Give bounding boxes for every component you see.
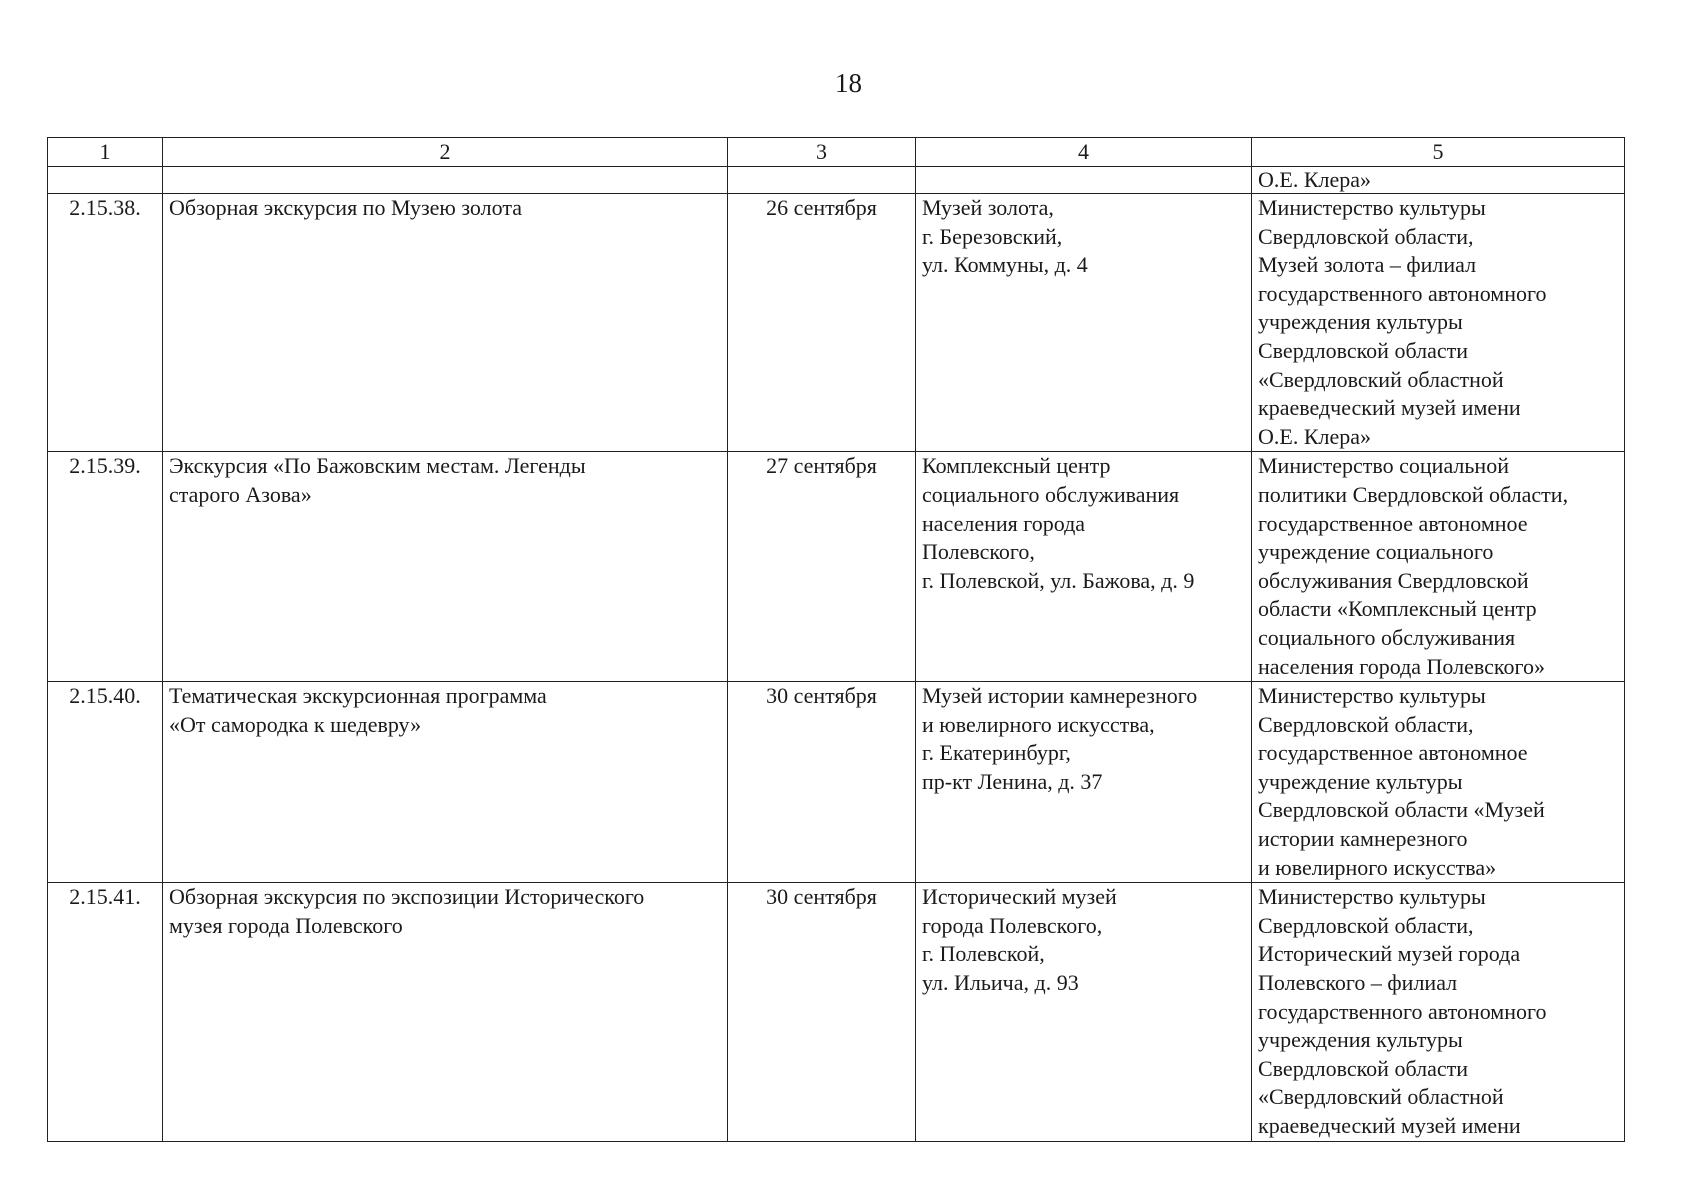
place-line: г. Березовский, — [922, 223, 1063, 249]
event-name-line: музея города Полевского — [169, 912, 403, 938]
org-cell — [1252, 167, 1625, 194]
org-line: государственного автономного — [1258, 998, 1547, 1024]
event-name-line: Тематическая экскурсионная программа — [169, 683, 547, 709]
table-row — [48, 883, 1625, 1141]
place-line: и ювелирного искусства, — [922, 711, 1155, 737]
event-name-cell — [163, 883, 728, 1141]
table-row — [48, 452, 1625, 682]
org-line: государственное автономное — [1258, 510, 1528, 536]
place-cell — [916, 883, 1252, 1141]
place-line: социального обслуживания — [922, 481, 1180, 507]
org-line: Министерство культуры — [1258, 683, 1486, 709]
place-line: г. Екатеринбург, — [922, 740, 1071, 766]
column-header: 2 — [163, 138, 728, 167]
row-number: 2.15.39. — [48, 452, 163, 682]
org-line: государственного автономного — [1258, 280, 1547, 306]
org-line: «Свердловский областной — [1258, 366, 1504, 392]
table-row — [48, 682, 1625, 883]
event-date: 27 сентября — [728, 452, 916, 682]
org-line: обслуживания Свердловской — [1258, 567, 1529, 593]
place-line: Комплексный центр — [922, 453, 1111, 479]
event-name-line: старого Азова» — [169, 481, 312, 507]
org-line: Свердловской области, — [1258, 711, 1474, 737]
org-line: учреждения культуры — [1258, 1027, 1463, 1053]
org-line: Свердловской области — [1258, 337, 1468, 363]
event-date: 30 сентября — [728, 883, 916, 1141]
place-cell — [916, 452, 1252, 682]
column-header: 5 — [1252, 138, 1625, 167]
column-header: 3 — [728, 138, 916, 167]
column-header: 4 — [916, 138, 1252, 167]
place-cell — [916, 194, 1252, 452]
org-line: О.Е. Клера» — [1258, 167, 1372, 192]
event-name-line: Обзорная экскурсия по Музею золота — [169, 195, 522, 220]
org-line: Свердловской области, — [1258, 912, 1474, 938]
org-line: учреждение социального — [1258, 539, 1494, 565]
place-line: ул. Коммуны, д. 4 — [922, 252, 1088, 278]
org-line: Свердловской области — [1258, 1055, 1468, 1081]
event-date: 26 сентября — [728, 194, 916, 452]
row-number: 2.15.38. — [48, 194, 163, 452]
org-line: Министерство социальной — [1258, 453, 1509, 479]
org-line: области «Комплексный центр — [1258, 596, 1537, 622]
org-line: краеведческий музей имени — [1258, 1113, 1521, 1138]
org-line: краеведческий музей имени — [1258, 395, 1521, 421]
place-cell — [916, 682, 1252, 883]
event-name-line: Обзорная экскурсия по экспозиции Исторического — [169, 884, 645, 910]
org-line: и ювелирного искусства» — [1258, 854, 1497, 880]
org-line: населения города Полевского» — [1258, 653, 1545, 679]
event-name-cell — [163, 452, 728, 682]
org-line: государственное автономное — [1258, 740, 1528, 766]
org-cell — [1252, 452, 1625, 682]
place-line: Полевского, — [922, 539, 1035, 565]
org-line: О.Е. Клера» — [1258, 423, 1372, 449]
org-line: учреждение культуры — [1258, 768, 1463, 794]
org-line: Исторический музей города — [1258, 941, 1521, 967]
place-line: г. Полевской, ул. Бажова, д. 9 — [922, 567, 1195, 593]
org-line: политики Свердловской области, — [1258, 481, 1569, 507]
column-header: 1 — [48, 138, 163, 167]
org-line: Свердловской области «Музей — [1258, 797, 1545, 823]
event-date: 30 сентября — [728, 682, 916, 883]
page-number: 18 — [835, 68, 862, 98]
org-line: «Свердловский областной — [1258, 1084, 1504, 1110]
place-line: г. Полевской, — [922, 941, 1045, 967]
place-line: Музей золота, — [922, 195, 1054, 220]
table-row — [48, 194, 1625, 452]
place-line: пр-кт Ленина, д. 37 — [922, 768, 1103, 794]
row-number: 2.15.40. — [48, 682, 163, 883]
column-header-row — [48, 138, 1625, 167]
org-line: Свердловской области, — [1258, 223, 1474, 249]
org-line: социального обслуживания — [1258, 624, 1516, 650]
org-line: Министерство культуры — [1258, 195, 1486, 220]
org-line: учреждения культуры — [1258, 309, 1463, 335]
org-line: истории камнерезного — [1258, 826, 1468, 852]
continuation-row — [48, 167, 1625, 194]
org-cell — [1252, 682, 1625, 883]
org-cell — [1252, 883, 1625, 1141]
place-line: населения города — [922, 510, 1086, 536]
event-name-line: Экскурсия «По Бажовским местам. Легенды — [169, 453, 586, 479]
row-number: 2.15.41. — [48, 883, 163, 1141]
org-line: Музей золота – филиал — [1258, 252, 1477, 278]
event-name-cell — [163, 194, 728, 452]
org-line: Министерство культуры — [1258, 884, 1486, 910]
org-line: Полевского – филиал — [1258, 970, 1458, 996]
org-cell — [1252, 194, 1625, 452]
events-table — [47, 137, 1625, 1142]
event-name-line: «От самородка к шедевру» — [169, 711, 422, 737]
place-line: Музей истории камнерезного — [922, 683, 1198, 709]
event-name-cell — [163, 682, 728, 883]
place-line: города Полевского, — [922, 912, 1103, 938]
place-line: Исторический музей — [922, 884, 1117, 910]
place-line: ул. Ильича, д. 93 — [922, 970, 1079, 996]
